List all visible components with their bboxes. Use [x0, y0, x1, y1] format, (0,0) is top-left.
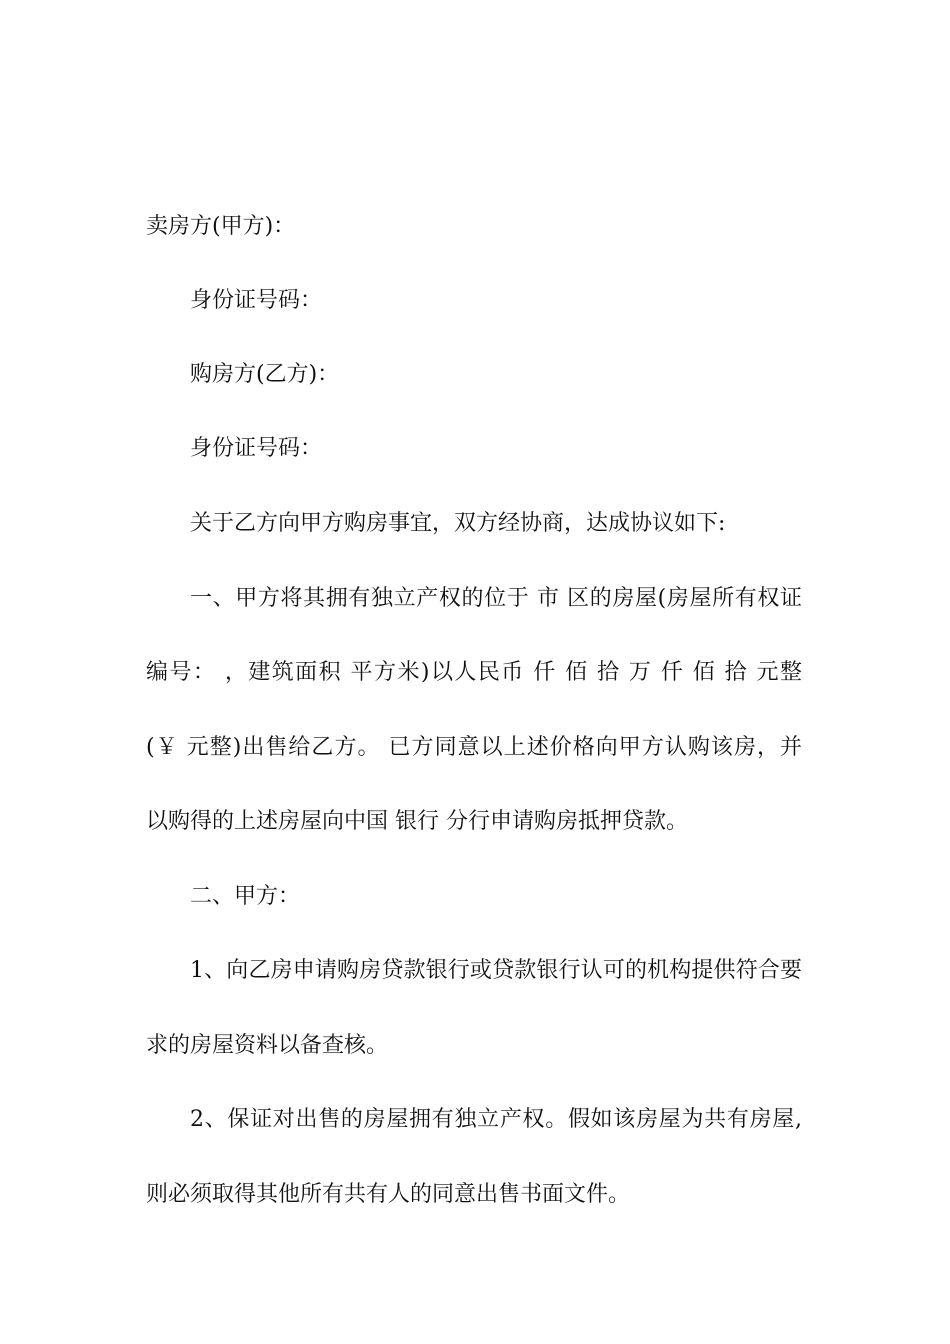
- clause-2-item-1-line-1: 1、向乙房申请购房贷款银行或贷款银行认可的机构提供符合要: [190, 958, 802, 983]
- clause-2-item-2-line-1: 2、保证对出售的房屋拥有独立产权。假如该房屋为共有房屋,: [190, 1107, 802, 1132]
- clause-1-line-1: 一、甲方将其拥有独立产权的位于 市 区的房屋(房屋所有权证: [190, 586, 802, 611]
- clause-1-line-3: (￥ 元整)出售给乙方。 已方同意以上述价格向甲方认购该房，并: [146, 735, 802, 760]
- clause-1-line-4: 以购得的上述房屋向中国 银行 分行申请购房抵押贷款。: [146, 809, 688, 834]
- clause-2-item-1-line-2: 求的房屋资料以备查核。: [146, 1033, 389, 1058]
- seller-id-line: 身份证号码：: [190, 288, 323, 313]
- clause-1-line-2: 编号： ，建筑面积 平方米)以人民币 仟 佰 拾 万 仟 佰 拾 元整: [146, 660, 802, 685]
- buyer-id-line: 身份证号码：: [190, 436, 323, 461]
- clause-2-item-2-line-2: 则必须取得其他所有共有人的同意出售书面文件。: [146, 1182, 631, 1207]
- agreement-intro-line: 关于乙方向甲方购房事宜，双方经协商，达成协议如下:: [190, 511, 726, 536]
- clause-2-heading: 二、甲方：: [190, 884, 301, 909]
- buyer-label-line: 购房方(乙方)：: [190, 362, 340, 387]
- seller-label-line: 卖房方(甲方)：: [146, 214, 296, 239]
